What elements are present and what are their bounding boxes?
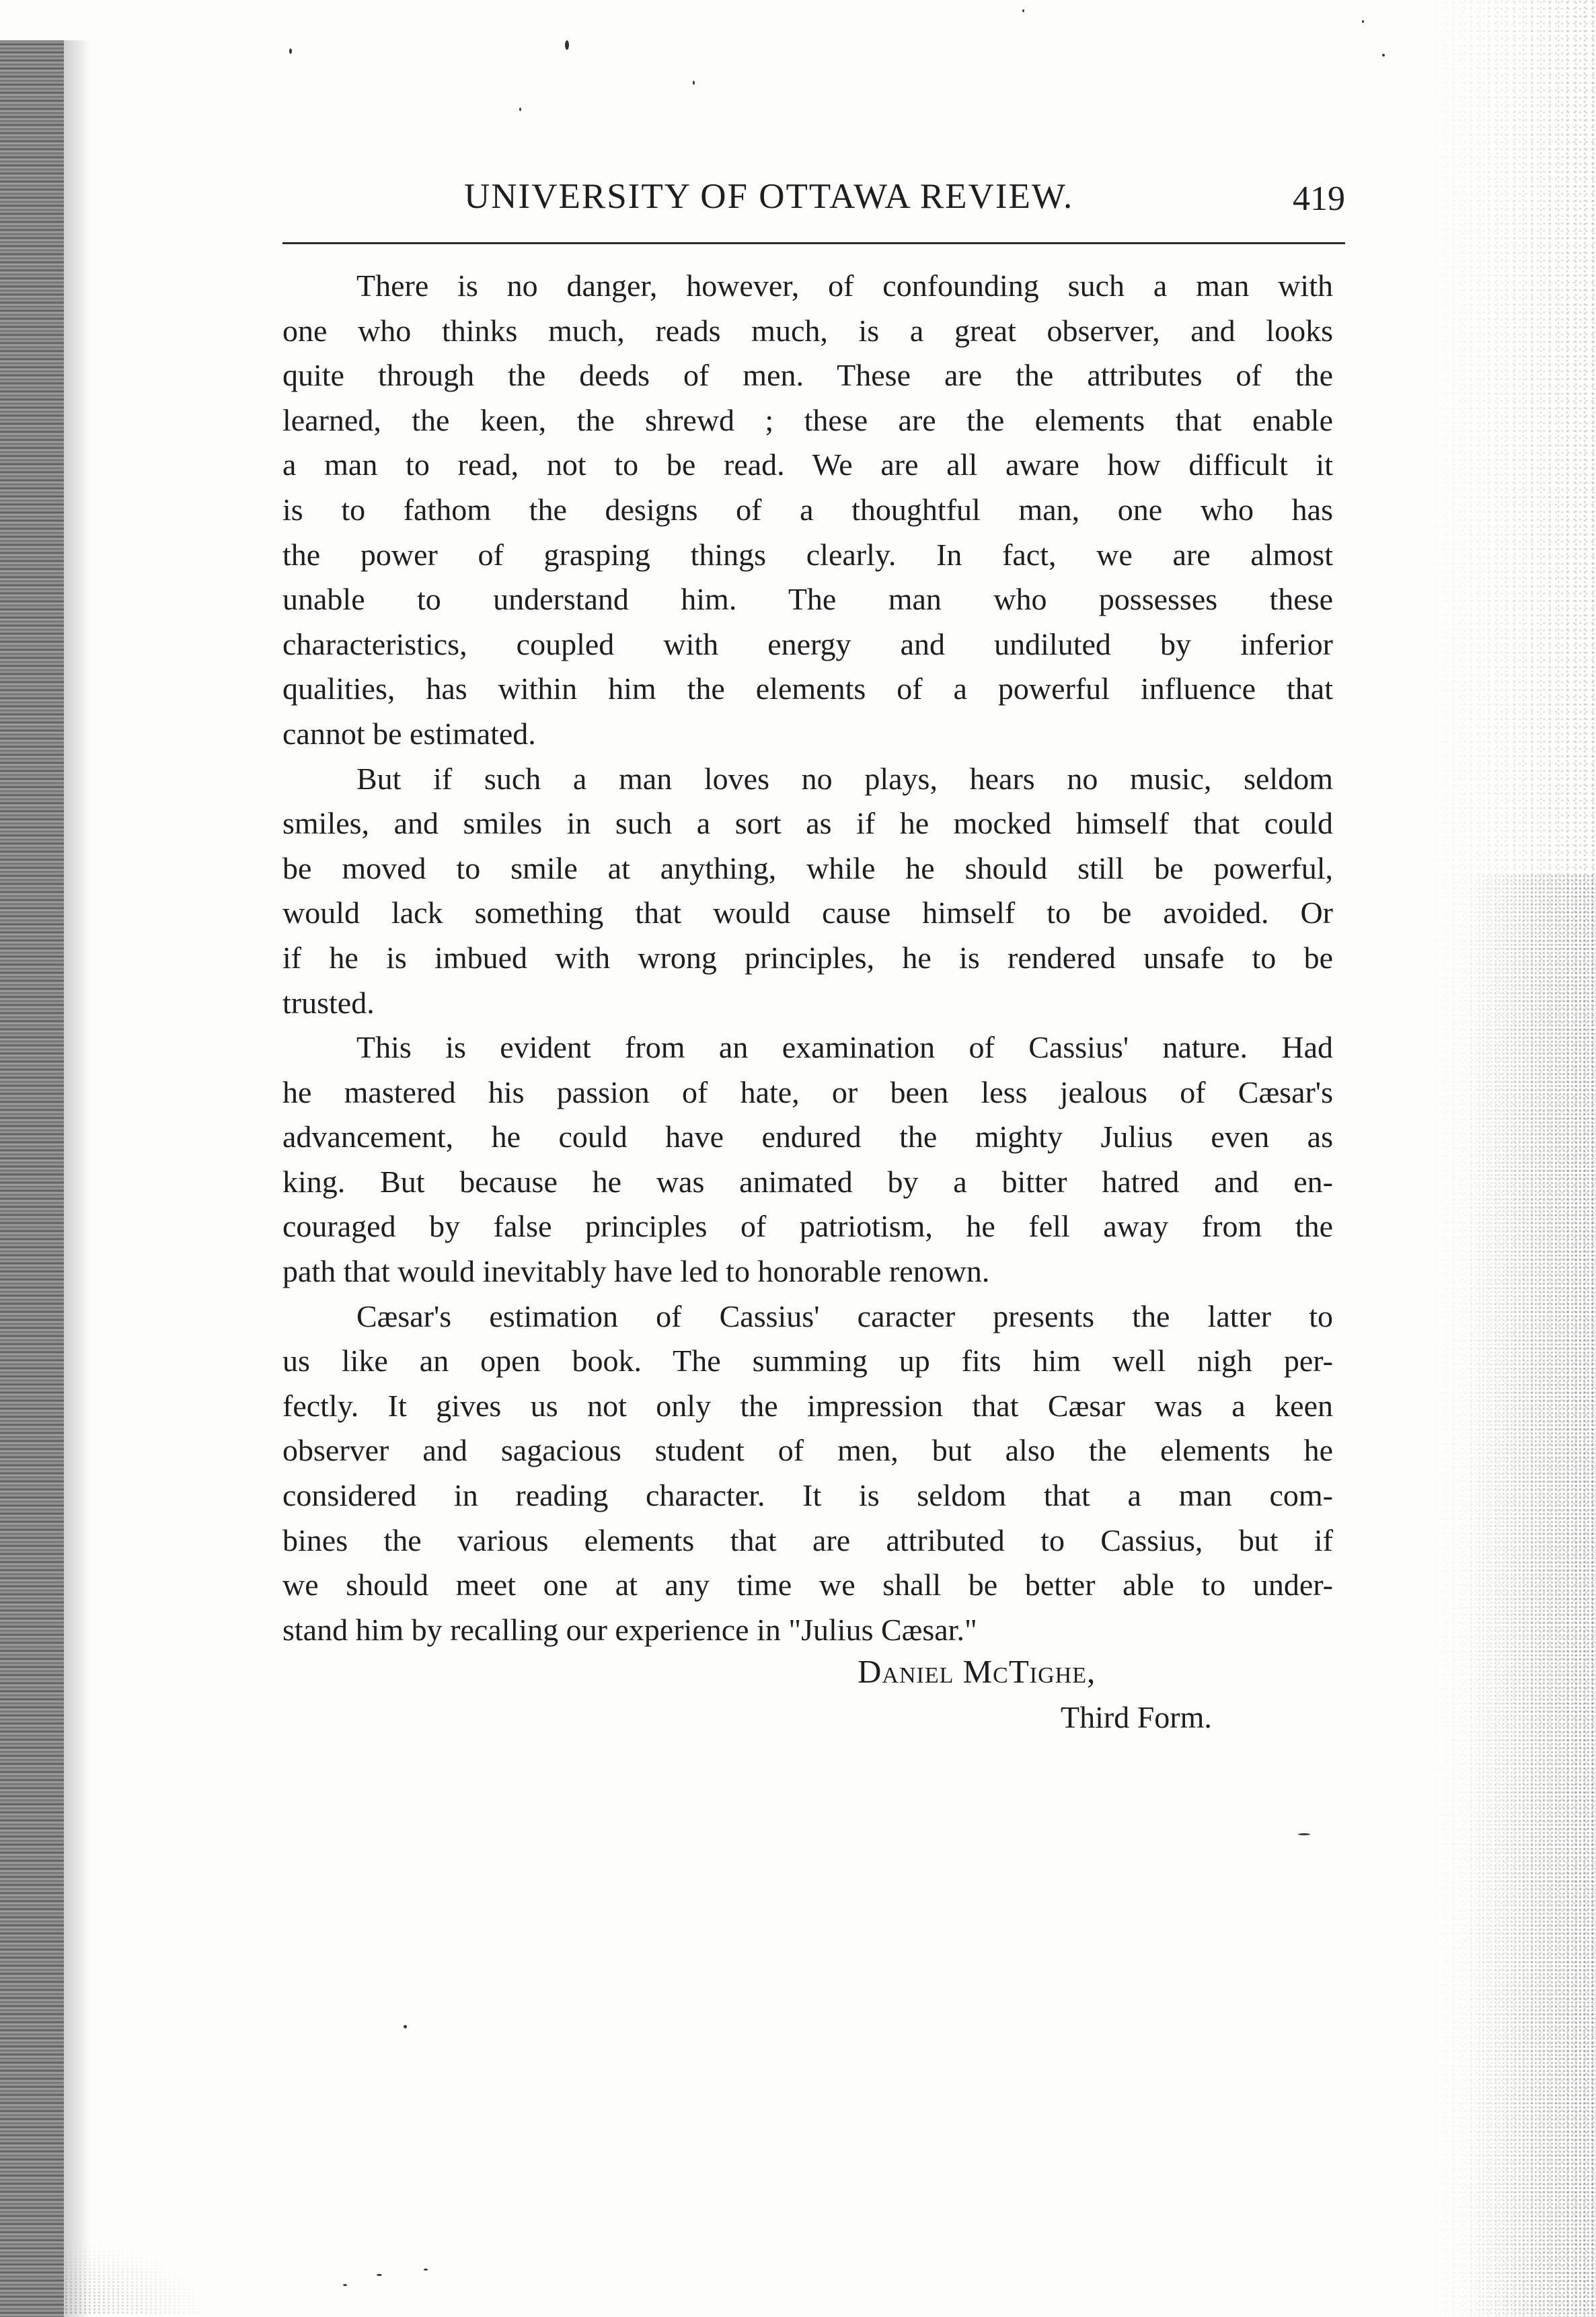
text-line: king. But because he was animated by a bitter hatred and en- [282,1164,1333,1199]
text-line: one who thinks much, reads much, is a great observer, and looks [282,313,1333,348]
text-line: qualities, has within him the elements of a powerful influence that [282,671,1333,706]
corner-smudge [64,2240,212,2314]
text-line: quite through the deeds of men. These are the attributes of the [282,358,1333,393]
scan-speck [289,48,292,54]
text-line: stand him by recalling our experience in "Julius Cæsar." [282,1612,977,1647]
text-line: smiles, and smiles in such a sort as if he mocked himself that could [282,806,1333,841]
text-line: characteristics, coupled with energy and undiluted by inferior [282,626,1333,661]
text-line: There is no danger, however, of confounding such a man with [356,268,1333,303]
running-title: UNIVERSITY OF OTTAWA REVIEW. [464,177,1074,216]
text-line: This is evident from an examination of Cassius' nature. Had [356,1030,1333,1065]
binding-shadow [64,40,91,2317]
text-line: fectly. It gives us not only the impression that Cæsar was a keen [282,1388,1333,1423]
binding-edge [0,40,64,2317]
text-line: advancement, he could have endured the mighty Julius even as [282,1119,1333,1154]
text-line: couraged by false principles of patriotism, he fell away from the [282,1209,1333,1244]
page-number: 419 [1293,180,1345,218]
text-line: trusted. [282,985,375,1020]
text-line: is to fathom the designs of a thoughtful man, one who has [282,492,1333,527]
page-edge-speckle-lower [1461,875,1596,2317]
scan-speck [565,40,569,50]
scan-speck [1382,54,1385,57]
text-line: But if such a man loves no plays, hears no music, seldom [356,761,1333,796]
text-line: would lack something that would cause himself to be avoided. Or [282,895,1333,930]
scan-speck [404,2025,407,2028]
scan-speck [424,2269,428,2271]
text-line: we should meet one at any time we shall be better able to under- [282,1568,1333,1603]
text-line: observer and sagacious student of men, but also the elements he [282,1433,1333,1468]
scan-speck [343,2284,347,2286]
author-form: Third Form. [1061,1700,1212,1734]
text-line: the power of grasping things clearly. In fact, we are almost [282,537,1333,572]
scan-speck [519,108,521,111]
text-line: cannot be estimated. [282,716,536,751]
text-line: us like an open book. The summing up fits him well nigh per- [282,1344,1333,1378]
scan-speck [377,2274,382,2276]
text-line: considered in reading character. It is seldom that a man com- [282,1478,1333,1513]
text-line: unable to understand him. The man who possesses these [282,582,1333,617]
scan-speck [1022,9,1024,12]
text-line: if he is imbued with wrong principles, he is rendered unsafe to be [282,940,1333,975]
scan-speck [1298,1833,1310,1835]
text-line: a man to read, not to be read. We are all aware how difficult it [282,447,1333,482]
scan-speck [693,81,695,85]
author-name: Daniel McTighe, [858,1653,1096,1690]
header-rule [282,242,1345,244]
scan-speck [1362,20,1364,23]
article-body [282,264,1333,1652]
running-head [282,170,1345,223]
text-line: Cæsar's estimation of Cassius' caracter presents the latter to [356,1298,1333,1333]
text-line: bines the various elements that are attributed to Cassius, but if [282,1522,1333,1557]
text-line: he mastered his passion of hate, or been less jealous of Cæsar's [282,1074,1333,1109]
text-line: path that would inevitably have led to honorable renown. [282,1254,990,1289]
text-line: learned, the keen, the shrewd ; these are the elements that enable [282,402,1333,437]
text-line: be moved to smile at anything, while he should still be powerful, [282,850,1333,885]
